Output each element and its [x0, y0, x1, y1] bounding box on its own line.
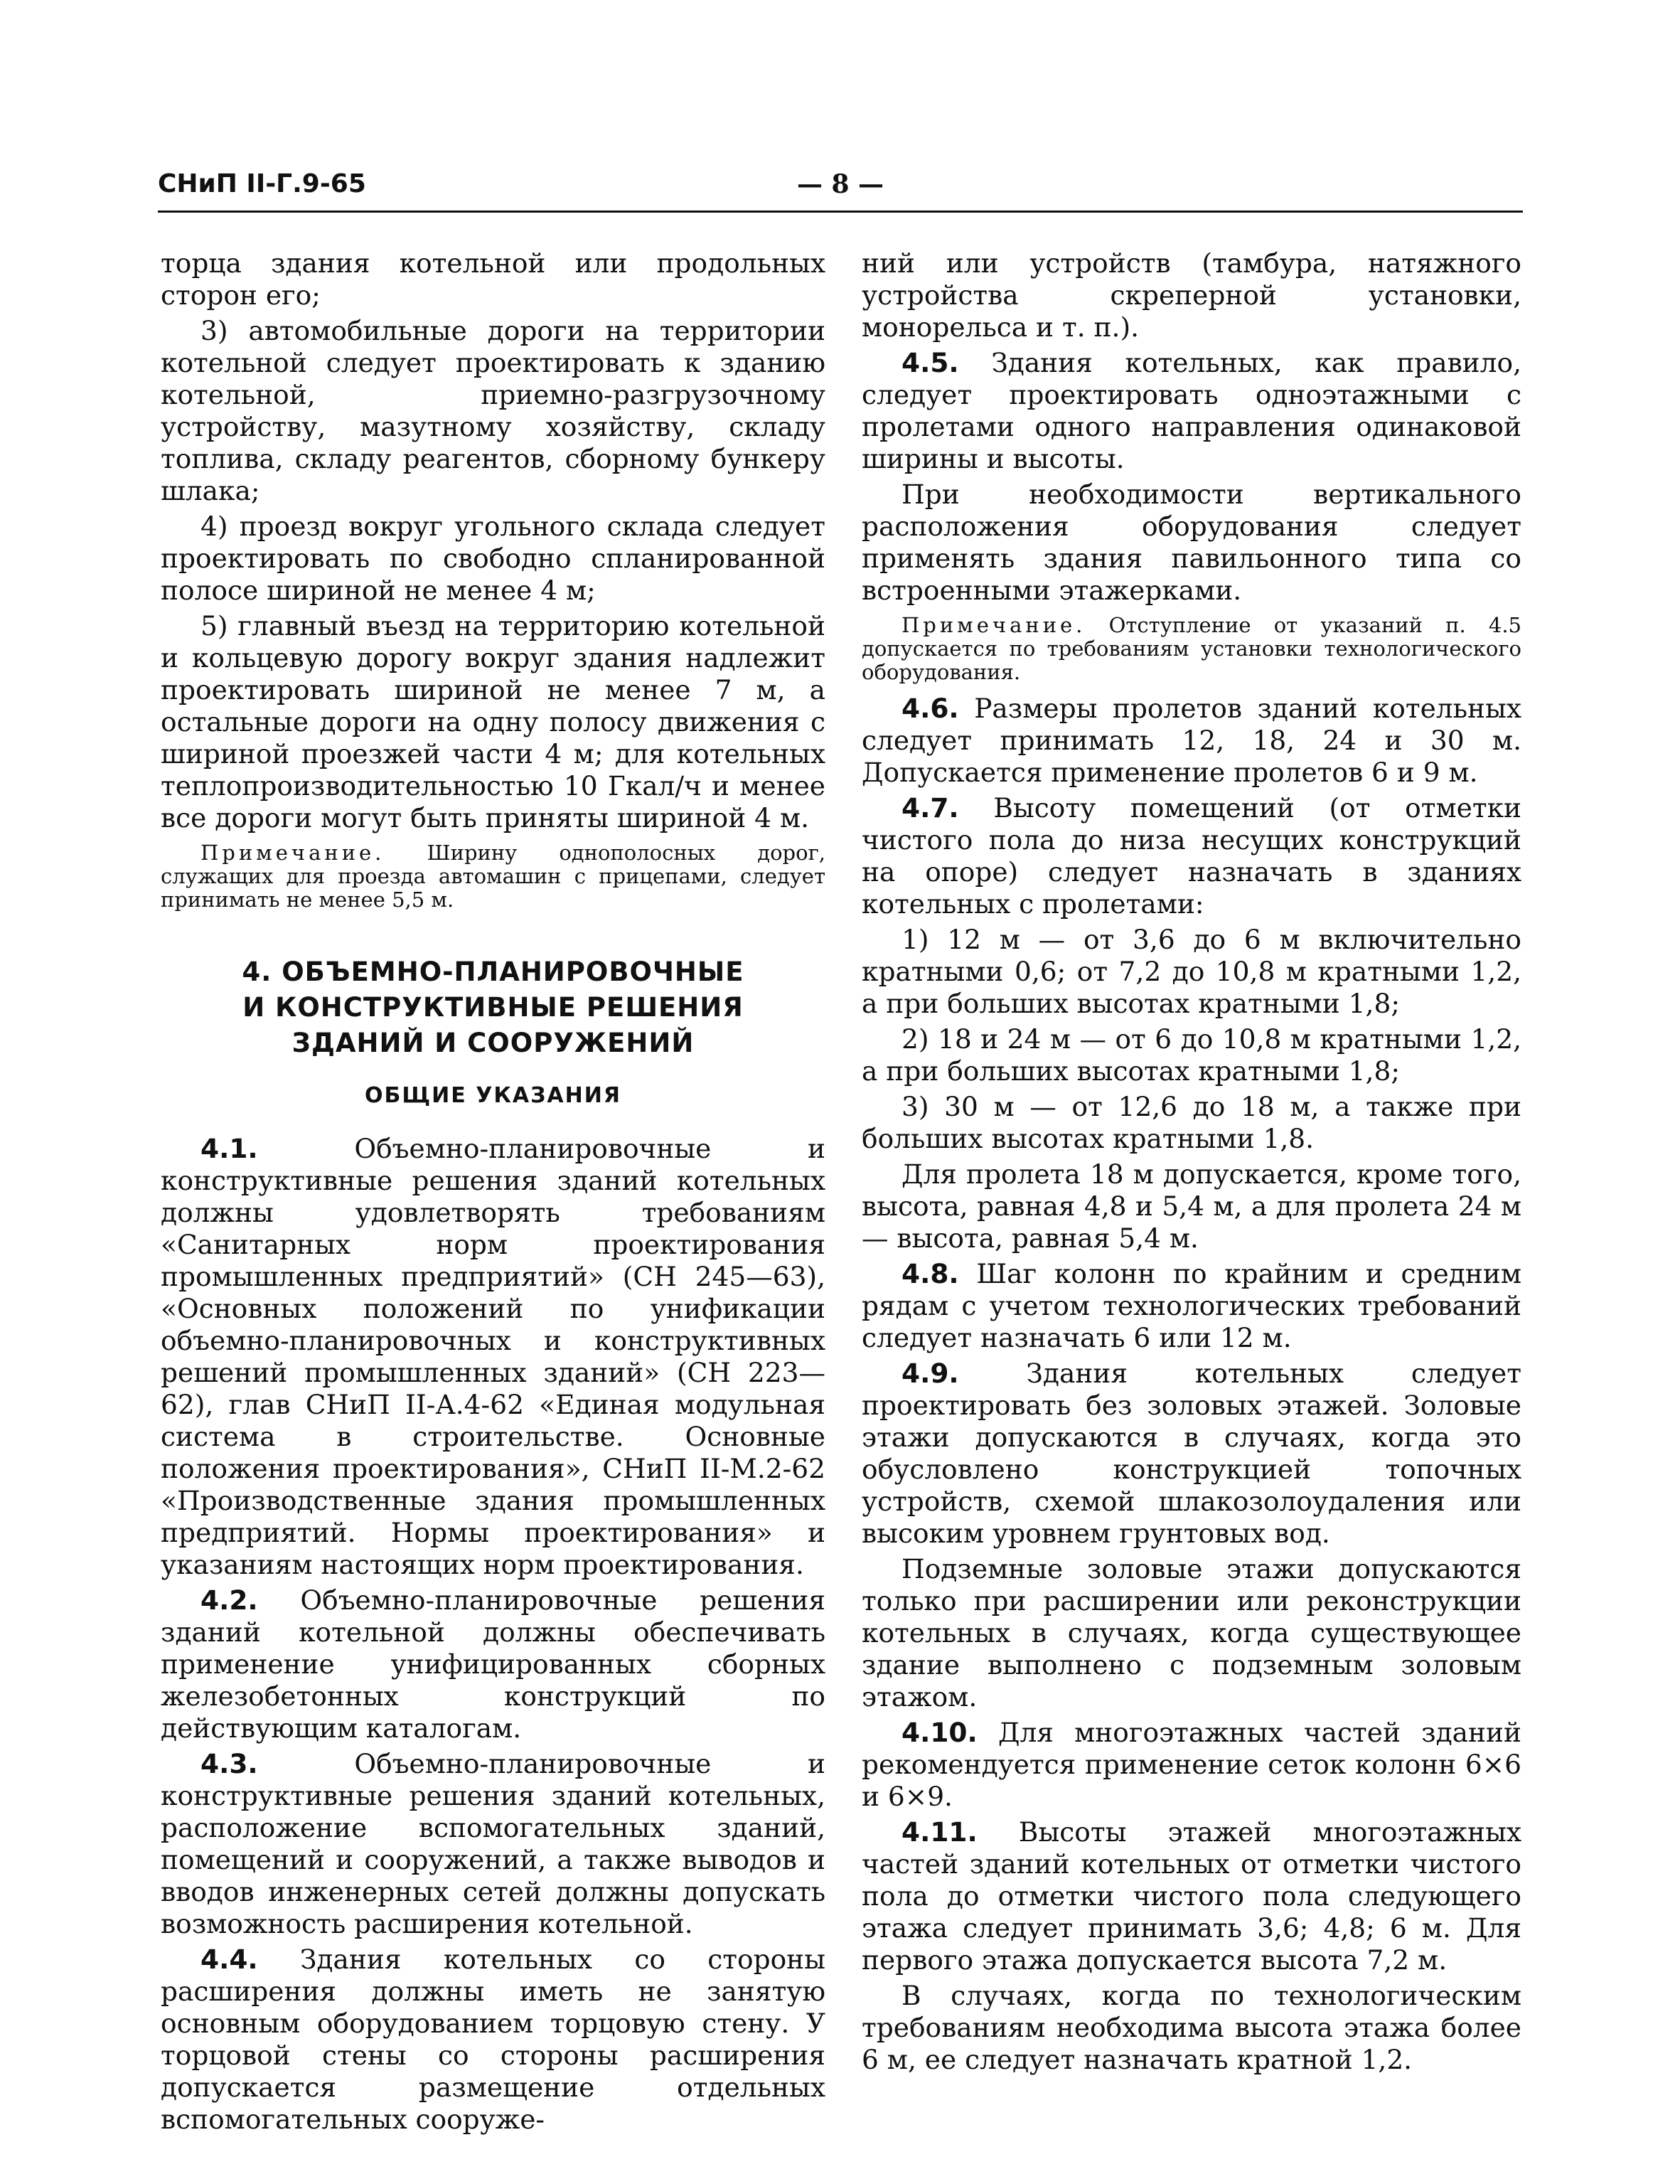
clause-text: Здания котельных со стороны расширения должны иметь не занятую основным оборудованием торцовую стену. У торцовой стены со стороны расширения допускается размещение отдельных вспомогательных сооруже- — [161, 1944, 825, 2135]
note — [862, 614, 1521, 684]
clause-4-4 — [161, 1944, 825, 2136]
list-item: 5) главный въезд на территорию котельной и кольцевую дорогу вокруг здания надлежит проектировать шириной не менее 7 м, а остальные дороги на одну полосу движения с шириной проезжей части 4 м; для котельных теплопроизводительностью 10 Гкал/ч и менее все дороги могут быть приняты шириной 4 м. — [161, 610, 825, 833]
list-item: 4) проезд вокруг угольного склада следует проектировать по свободно спланированной полосе шириной не менее 4 м; — [161, 511, 825, 606]
clause-4-6 — [862, 693, 1521, 789]
clause-4-1 — [161, 1133, 825, 1581]
clause-number: 4.1. — [200, 1133, 258, 1164]
clause-number: 4.2. — [200, 1584, 258, 1616]
note-label: Примечание. — [901, 613, 1086, 637]
clause-number: 4.4. — [200, 1944, 258, 1975]
clause-text: Объемно-планировочные решения зданий котельной должны обеспечивать применение унифицированных сборных железобетонных конструкций по действующим каталогам. — [161, 1584, 825, 1744]
paragraph: Для пролета 18 м допускается, кроме того, высота, равная 4,8 и 5,4 м, а для пролета 24 м — высота, равная 5,4 м. — [862, 1158, 1521, 1254]
section-title-line: 4. ОБЪЕМНО-ПЛАНИРОВОЧНЫЕ — [242, 957, 744, 987]
clause-number: 4.11. — [901, 1816, 978, 1848]
clause-4-10 — [862, 1717, 1521, 1813]
clause-4-11 — [862, 1816, 1521, 1976]
clause-text: Объемно-планировочные и конструктивные решения зданий котельных должны удовлетворять требованиям «Санитарных норм проектирования промышленных предприятий» (СН 245—63), «Основных положений по унификации объемно-планировочных и конструктивных решений промышленных зданий» (СН 223—62), глав СНиП II-А.4-62 «Единая модульная система в строительстве. Основные положения проектирования», СНиП II-М.2-62 «Производственные здания промышленных предприятий. Нормы проектирования» и указаниям настоящих норм проектирования. — [161, 1133, 825, 1580]
right-column — [862, 247, 1521, 2079]
clause-4-8 — [862, 1258, 1521, 1354]
paragraph: ний или устройств (тамбура, натяжного устройства скреперной установки, монорельса и т. п.). — [862, 247, 1521, 343]
clause-text: Высоту помещений (от отметки чистого пола до низа несущих конструкций на опоре) следует назначать в зданиях котельных с пролетами: — [862, 792, 1521, 920]
clause-number: 4.8. — [901, 1258, 959, 1289]
section-title-line: И КОНСТРУКТИВНЫЕ РЕШЕНИЯ — [242, 992, 744, 1023]
clause-number: 4.7. — [901, 792, 959, 824]
clause-4-5 — [862, 347, 1521, 475]
document-code: СНиП II-Г.9-65 — [158, 169, 366, 198]
list-item: 3) 30 м — от 12,6 до 18 м, а также при больших высотах кратными 1,8. — [862, 1091, 1521, 1154]
clause-text: Для многоэтажных частей зданий рекомендуется применение сеток колонн 6×6 и 6×9. — [862, 1717, 1522, 1812]
clause-number: 4.6. — [901, 693, 959, 724]
header-rule — [158, 211, 1523, 213]
list-item: 3) автомобильные дороги на территории котельной следует проектировать к зданию котельной, приемно-разгрузочному устройству, мазутному хозяйству, складу топлива, складу реагентов, сборному бункеру шлака; — [161, 315, 825, 506]
list-item: 2) 18 и 24 м — от 6 до 10,8 м кратными 1,2, а при больших высотах кратными 1,8; — [862, 1023, 1521, 1087]
clause-4-7 — [862, 792, 1521, 920]
clause-number: 4.3. — [200, 1748, 258, 1779]
clause-text: Объемно-планировочные и конструктивные решения зданий котельных, расположение вспомогательных зданий, помещений и сооружений, а также выводов и вводов инженерных сетей должны допускать возможность расширения котельной. — [161, 1748, 825, 1939]
note — [161, 841, 825, 912]
page-number: — 8 — — [796, 169, 884, 199]
section-title-line: ЗДАНИЙ И СООРУЖЕНИЙ — [291, 1028, 695, 1058]
left-column — [161, 247, 825, 2139]
page-header — [158, 169, 1523, 212]
subsection-title: ОБЩИЕ УКАЗАНИЯ — [365, 1083, 621, 1108]
clause-text: Здания котельных, как правило, следует проектировать одноэтажными с пролетами одного направления одинаковой ширины и высоты. — [862, 347, 1521, 474]
paragraph: Подземные золовые этажи допускаются только при расширении или реконструкции котельных в случаях, когда существующее здание выполнено с подземным золовым этажом. — [862, 1553, 1521, 1712]
note-text: Отступление от указаний п. 4.5 допускается по требованиям установки технологического оборудования. — [862, 613, 1522, 684]
paragraph: торца здания котельной или продольных сторон его; — [161, 247, 825, 311]
paragraph: В случаях, когда по технологическим требованиям необходима высота этажа более 6 м, ее следует назначать кратной 1,2. — [862, 1980, 1521, 2075]
note-text: Ширину однополосных дорог, служащих для проезда автомашин с прицепами, следует принимать не менее 5,5 м. — [161, 841, 825, 912]
clause-text: Здания котельных следует проектировать без золовых этажей. Золовые этажи допускаются в случаях, когда это обусловлено конструкцией топочных устройств, схемой шлакозолоудаления или высоким уровнем грунтовых вод. — [862, 1358, 1521, 1549]
list-item: 1) 12 м — от 3,6 до 6 м включительно кратными 0,6; от 7,2 до 10,8 м кратными 1,2, а при больших высотах кратными 1,8; — [862, 924, 1521, 1019]
clause-text: Размеры пролетов зданий котельных следует принимать 12, 18, 24 и 30 м. Допускается применение пролетов 6 и 9 м. — [862, 693, 1521, 788]
clause-4-3 — [161, 1748, 825, 1940]
clause-number: 4.5. — [901, 347, 959, 378]
clause-4-2 — [161, 1584, 825, 1744]
clause-4-9 — [862, 1358, 1521, 1550]
clause-number: 4.9. — [901, 1358, 959, 1389]
note-label: Примечание. — [200, 841, 385, 865]
clause-number: 4.10. — [901, 1717, 978, 1748]
paragraph: При необходимости вертикального расположения оборудования следует применять здания павильонного типа со встроенными этажерками. — [862, 479, 1521, 606]
clause-text: Шаг колонн по крайним и средним рядам с учетом технологических требований следует назначать 6 или 12 м. — [862, 1258, 1522, 1353]
clause-text: Высоты этажей многоэтажных частей зданий котельных от отметки чистого пола до отметки чистого пола следующего этажа следует принимать 3,6; 4,8; 6 м. Для первого этажа допускается высота 7,2 м. — [862, 1816, 1522, 1976]
section-title — [161, 954, 825, 1061]
